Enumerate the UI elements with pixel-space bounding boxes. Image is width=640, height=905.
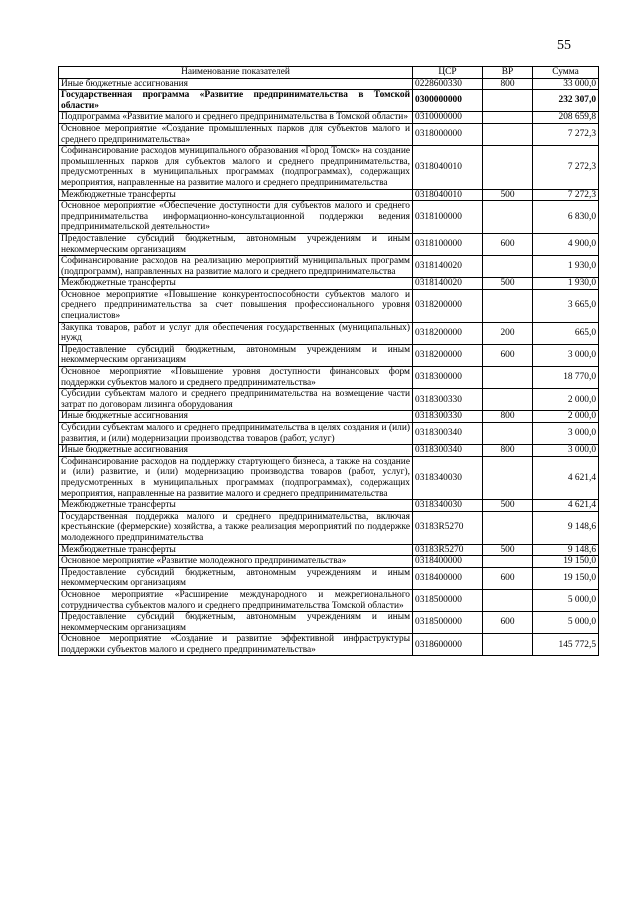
cell-vr — [483, 256, 533, 278]
cell-vr — [483, 456, 533, 499]
cell-csr: 03183R5270 — [413, 544, 483, 556]
cell-csr: 0318000000 — [413, 123, 483, 145]
table-row — [59, 201, 599, 234]
cell-name: Основное мероприятие «Развитие молодежного предпринимательства» — [59, 556, 413, 568]
cell-vr: 200 — [483, 322, 533, 344]
cell-csr: 0310000000 — [413, 112, 483, 124]
table-row — [59, 634, 599, 656]
cell-vr: 600 — [483, 344, 533, 366]
cell-vr: 800 — [483, 445, 533, 457]
header-name: Наименование показателей — [59, 67, 413, 79]
cell-sum: 5 000,0 — [533, 612, 599, 634]
cell-sum: 3 000,0 — [533, 344, 599, 366]
cell-vr: 500 — [483, 544, 533, 556]
cell-sum: 33 000,0 — [533, 78, 599, 90]
table-header-row — [59, 67, 599, 79]
table-row — [59, 289, 599, 322]
table-row — [59, 589, 599, 611]
cell-vr: 600 — [483, 233, 533, 255]
cell-vr — [483, 146, 533, 189]
cell-name: Предоставление субсидий бюджетным, автономным учреждениям и иным некоммерческим организациям — [59, 233, 413, 255]
cell-vr — [483, 112, 533, 124]
table-row — [59, 612, 599, 634]
page-number: 55 — [557, 38, 571, 53]
cell-sum: 2 000,0 — [533, 389, 599, 411]
cell-name: Иные бюджетные ассигнования — [59, 445, 413, 457]
cell-vr: 800 — [483, 411, 533, 423]
cell-name: Основное мероприятие «Создание и развитие эффективной инфраструктуры поддержки субъектов малого и среднего предпринимательства» — [59, 634, 413, 656]
cell-sum: 3 000,0 — [533, 423, 599, 445]
table-row — [59, 233, 599, 255]
cell-name: Государственная поддержка малого и среднего предпринимательства, включая крестьянские (фермерские) хозяйства, а также реализация мероприятий по поддержке молодежного предпринимательства — [59, 511, 413, 544]
header-vr: ВР — [483, 67, 533, 79]
cell-csr: 0318300330 — [413, 389, 483, 411]
cell-name: Иные бюджетные ассигнования — [59, 411, 413, 423]
cell-sum: 5 000,0 — [533, 589, 599, 611]
cell-name: Софинансирование расходов муниципального образования «Город Томск» на создание промышленных парков для субъектов малого и среднего предпринимательства, предусмотренных в муниципальных программах (подпрограммах), содержащих мероприятия, направленные на развитие малого и среднего предпринимательства — [59, 146, 413, 189]
cell-name: Государственная программа «Развитие предпринимательства в Томской области» — [59, 90, 413, 112]
table-row — [59, 90, 599, 112]
table-row — [59, 556, 599, 568]
cell-csr: 0318300330 — [413, 411, 483, 423]
table-row — [59, 544, 599, 556]
cell-csr: 0318500000 — [413, 612, 483, 634]
table-row — [59, 567, 599, 589]
cell-name: Иные бюджетные ассигнования — [59, 78, 413, 90]
cell-name: Межбюджетные трансферты — [59, 189, 413, 201]
cell-csr: 0318200000 — [413, 344, 483, 366]
cell-vr: 800 — [483, 78, 533, 90]
cell-sum: 4 621,4 — [533, 456, 599, 499]
cell-sum: 7 272,3 — [533, 123, 599, 145]
cell-csr: 0318140020 — [413, 278, 483, 290]
cell-csr: 0318500000 — [413, 589, 483, 611]
cell-vr — [483, 289, 533, 322]
cell-sum: 1 930,0 — [533, 256, 599, 278]
cell-csr: 0318300340 — [413, 445, 483, 457]
cell-vr: 500 — [483, 189, 533, 201]
cell-vr: 500 — [483, 500, 533, 512]
table-row — [59, 278, 599, 290]
table-row — [59, 511, 599, 544]
cell-name: Субсидии субъектам малого и среднего предпринимательства в целях создания и (или) развития, и (или) модернизации производства товаров (работ, услуг) — [59, 423, 413, 445]
cell-name: Подпрограмма «Развитие малого и среднего предпринимательства в Томской области» — [59, 112, 413, 124]
cell-vr: 500 — [483, 278, 533, 290]
cell-vr — [483, 201, 533, 234]
cell-name: Основное мероприятие «Расширение международного и межрегионального сотрудничества субъектов малого и среднего предпринимательства Томской области» — [59, 589, 413, 611]
cell-name: Межбюджетные трансферты — [59, 544, 413, 556]
cell-csr: 0318400000 — [413, 556, 483, 568]
cell-csr: 0228600330 — [413, 78, 483, 90]
cell-sum: 665,0 — [533, 322, 599, 344]
cell-csr: 0318300000 — [413, 367, 483, 389]
cell-sum: 18 770,0 — [533, 367, 599, 389]
cell-csr: 0318140020 — [413, 256, 483, 278]
cell-sum: 9 148,6 — [533, 511, 599, 544]
table-row — [59, 344, 599, 366]
cell-sum: 4 621,4 — [533, 500, 599, 512]
table-row — [59, 423, 599, 445]
table-row — [59, 123, 599, 145]
cell-name: Закупка товаров, работ и услуг для обеспечения государственных (муниципальных) нужд — [59, 322, 413, 344]
cell-csr: 0318100000 — [413, 201, 483, 234]
budget-table — [58, 66, 599, 656]
table-row — [59, 500, 599, 512]
cell-csr: 0318100000 — [413, 233, 483, 255]
cell-name: Основное мероприятие «Создание промышленных парков для субъектов малого и среднего предпринимательства» — [59, 123, 413, 145]
cell-name: Межбюджетные трансферты — [59, 500, 413, 512]
cell-name: Предоставление субсидий бюджетным, автономным учреждениям и иным некоммерческим организациям — [59, 612, 413, 634]
cell-vr: 600 — [483, 612, 533, 634]
cell-sum: 7 272,3 — [533, 189, 599, 201]
table-row — [59, 146, 599, 189]
cell-vr — [483, 511, 533, 544]
cell-name: Основное мероприятие «Обеспечение доступности для субъектов малого и среднего предпринимательства информационно-консультационной поддержки ведения предпринимательской деятельности» — [59, 201, 413, 234]
table-row — [59, 411, 599, 423]
cell-name: Софинансирование расходов на поддержку стартующего бизнеса, а также на создание и (или) развитие, и (или) модернизацию производства товаров (работ, услуг), предусмотренных в муниципальных программах (подпрограммах), содержащих мероприятия, направленные на развитие малого и среднего предпринимательства — [59, 456, 413, 499]
cell-sum: 208 659,8 — [533, 112, 599, 124]
cell-vr — [483, 367, 533, 389]
cell-sum: 4 900,0 — [533, 233, 599, 255]
table-row — [59, 456, 599, 499]
cell-csr: 0318200000 — [413, 289, 483, 322]
table-row — [59, 389, 599, 411]
cell-csr: 0318340030 — [413, 500, 483, 512]
cell-vr — [483, 634, 533, 656]
header-csr: ЦСР — [413, 67, 483, 79]
cell-sum: 6 830,0 — [533, 201, 599, 234]
cell-sum: 19 150,0 — [533, 567, 599, 589]
cell-vr — [483, 556, 533, 568]
cell-name: Основное мероприятие «Повышение уровня доступности финансовых форм поддержки субъектов малого и среднего предпринимательства» — [59, 367, 413, 389]
cell-vr — [483, 423, 533, 445]
cell-name: Предоставление субсидий бюджетным, автономным учреждениям и иным некоммерческим организациям — [59, 567, 413, 589]
cell-sum: 2 000,0 — [533, 411, 599, 423]
table-row — [59, 322, 599, 344]
table-row — [59, 112, 599, 124]
cell-csr: 0318400000 — [413, 567, 483, 589]
cell-csr: 0318300340 — [413, 423, 483, 445]
cell-vr — [483, 589, 533, 611]
table-row — [59, 445, 599, 457]
cell-name: Основное мероприятие «Повышение конкурентоспособности субъектов малого и среднего предпринимательства за счет повышения профессионального уровня специалистов» — [59, 289, 413, 322]
cell-csr: 0318340030 — [413, 456, 483, 499]
cell-sum: 19 150,0 — [533, 556, 599, 568]
cell-csr: 03183R5270 — [413, 511, 483, 544]
table-body — [59, 78, 599, 656]
cell-sum: 3 665,0 — [533, 289, 599, 322]
cell-csr: 0318040010 — [413, 146, 483, 189]
table-row — [59, 189, 599, 201]
cell-vr — [483, 90, 533, 112]
cell-csr: 0318200000 — [413, 322, 483, 344]
cell-sum: 7 272,3 — [533, 146, 599, 189]
cell-name: Предоставление субсидий бюджетным, автономным учреждениям и иным некоммерческим организациям — [59, 344, 413, 366]
cell-sum: 145 772,5 — [533, 634, 599, 656]
cell-sum: 232 307,0 — [533, 90, 599, 112]
table-row — [59, 256, 599, 278]
cell-csr: 0318040010 — [413, 189, 483, 201]
cell-sum: 9 148,6 — [533, 544, 599, 556]
cell-vr — [483, 123, 533, 145]
cell-sum: 1 930,0 — [533, 278, 599, 290]
cell-name: Софинансирование расходов на реализацию мероприятий муниципальных программ (подпрограмм), направленных на развитие малого и среднего предпринимательства — [59, 256, 413, 278]
table-row — [59, 367, 599, 389]
table-row — [59, 78, 599, 90]
cell-vr: 600 — [483, 567, 533, 589]
header-sum: Сумма — [533, 67, 599, 79]
cell-sum: 3 000,0 — [533, 445, 599, 457]
cell-vr — [483, 389, 533, 411]
cell-csr: 0318600000 — [413, 634, 483, 656]
cell-csr: 0300000000 — [413, 90, 483, 112]
cell-name: Межбюджетные трансферты — [59, 278, 413, 290]
cell-name: Субсидии субъектам малого и среднего предпринимательства на возмещение части затрат по договорам лизинга оборудования — [59, 389, 413, 411]
